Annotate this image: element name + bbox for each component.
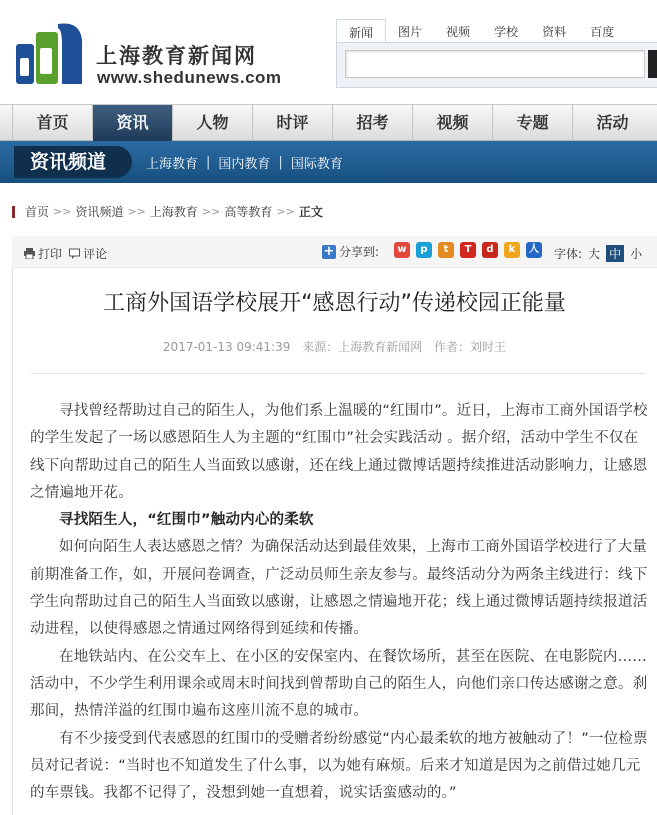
search-tab-baidu[interactable]: 百度 bbox=[590, 25, 615, 39]
breadcrumb-channel[interactable]: 资讯频道 bbox=[75, 205, 124, 219]
channel-link-domestic[interactable]: 国内教育 bbox=[218, 157, 271, 172]
share-label: 分享到: bbox=[339, 245, 380, 259]
channel-link-shanghai[interactable]: 上海教育 bbox=[146, 157, 199, 172]
site-name-cn[interactable]: 上海教育新闻网 bbox=[96, 43, 257, 68]
print-button[interactable] bbox=[24, 245, 62, 262]
article-datetime: 2017-01-13 09:41:39 bbox=[162, 340, 291, 354]
separator: | bbox=[278, 155, 283, 170]
breadcrumb bbox=[12, 203, 323, 220]
article-paragraph: 在地铁站内、在公交车上、在小区的安保室内、在餐饮场所，甚至在医院、在电影院内……活动中，不少学生利用课余或周末时间找到曾帮助自己的陌生人，向他们亲口传达感谢之意。刹那间，热情洋溢的红围巾遍布这座川流不息的城市。 bbox=[30, 648, 648, 720]
breadcrumb-marker bbox=[12, 206, 15, 218]
article-subheading: 寻找陌生人，“红围巾”触动内心的柔软 bbox=[59, 512, 314, 529]
article-meta bbox=[12, 338, 657, 355]
search-tab-video[interactable]: 视频 bbox=[446, 25, 471, 39]
print-label: 打印 bbox=[38, 247, 63, 261]
nav-item-people[interactable]: 人物 bbox=[172, 105, 252, 141]
plus-icon[interactable]: + bbox=[323, 243, 335, 259]
printer-icon bbox=[24, 248, 35, 259]
nav-item-news[interactable]: 资讯 bbox=[92, 105, 172, 141]
separator: | bbox=[206, 155, 211, 170]
share-icons bbox=[394, 242, 548, 258]
channel-link-international[interactable]: 国际教育 bbox=[290, 157, 343, 172]
breadcrumb-shanghai[interactable]: 上海教育 bbox=[149, 205, 198, 219]
article-source: 来源：上海教育新闻网 bbox=[302, 340, 423, 354]
weibo-share-icon[interactable]: w bbox=[394, 242, 410, 258]
renren-share-icon[interactable]: T bbox=[460, 242, 476, 258]
search-tab-news[interactable]: 新闻 bbox=[336, 19, 386, 44]
search-input[interactable] bbox=[345, 50, 645, 78]
article-author: 作者：刘时王 bbox=[434, 340, 507, 354]
kaixin-share-icon[interactable]: k bbox=[504, 242, 520, 258]
nav-item-video[interactable]: 视频 bbox=[412, 105, 492, 141]
article-paragraph: 如何向陌生人表达感恩之情？为确保活动达到最佳效果，上海市工商外国语学校进行了大量前期准备工作，如，开展问卷调查，广泛动员师生亲友参与。最终活动分为两条主线进行：线下学生向帮助过自己的陌生人当面致以感谢，让感恩之情遍地开花；线上通过微博话题持续报道活动进程，以使得感恩之情通过网络得到延续和传播。 bbox=[30, 539, 648, 638]
font-size-control bbox=[554, 245, 642, 262]
site-header bbox=[0, 0, 657, 103]
font-size-large[interactable]: 大 bbox=[588, 247, 601, 261]
breadcrumb-higher-ed[interactable]: 高等教育 bbox=[224, 205, 273, 219]
tencent-weibo-share-icon[interactable]: t bbox=[438, 242, 454, 258]
chevron-right-icon: >> bbox=[276, 205, 295, 218]
people-share-icon[interactable]: 人 bbox=[526, 242, 542, 258]
chevron-right-icon: >> bbox=[127, 205, 146, 218]
font-size-small[interactable]: 小 bbox=[630, 247, 643, 261]
article-paragraph: 寻找曾经帮助过自己的陌生人，为他们系上温暖的“红围巾”。近日，上海市工商外国语学校的学生发起了一场以感恩陌生人为主题的“红围巾”社会实践活动 。据介绍，活动中学生不仅在线下向帮助过自己的陌生人当面致以感谢，还在线上通过微博话题持续推进活动影响力，让感恩之情遍地开花。 bbox=[30, 403, 648, 501]
comment-icon bbox=[69, 248, 80, 259]
chevron-right-icon: >> bbox=[53, 205, 72, 218]
font-size-medium[interactable]: 中 bbox=[606, 245, 624, 262]
comment-label: 评论 bbox=[83, 247, 108, 261]
nav-item-events[interactable]: 活动 bbox=[572, 105, 652, 141]
qzone-share-icon[interactable]: p bbox=[416, 242, 432, 258]
search-tabs bbox=[336, 19, 626, 43]
article-paragraph: 有不少接受到代表感恩的红围巾的受赠者纷纷感觉“内心最柔软的地方被触动了！”一位检票员对记者说：“当时也不知道发生了什么事，以为她有麻烦。后来才知道是因为之前借过她几元的车票钱。我都不记得了，没想到她一直想着，说实话蛮感动的。” bbox=[30, 730, 648, 802]
search-tab-school[interactable]: 学校 bbox=[494, 25, 519, 39]
nav-item-admissions[interactable]: 招考 bbox=[332, 105, 412, 141]
search-tab-images[interactable]: 图片 bbox=[398, 25, 423, 39]
main-nav bbox=[0, 104, 657, 141]
site-logo-icon[interactable] bbox=[12, 18, 86, 86]
breadcrumb-home[interactable]: 首页 bbox=[25, 205, 50, 219]
comment-button[interactable] bbox=[69, 245, 107, 262]
search-tab-materials[interactable]: 资料 bbox=[542, 25, 567, 39]
channel-links bbox=[146, 153, 343, 172]
site-url[interactable]: www.shedunews.com bbox=[97, 68, 282, 87]
channel-title: 资讯频道 bbox=[14, 146, 132, 178]
nav-item-home[interactable]: 首页 bbox=[12, 105, 92, 141]
chevron-right-icon: >> bbox=[201, 205, 221, 218]
divider bbox=[30, 373, 645, 374]
nav-item-commentary[interactable]: 时评 bbox=[252, 105, 332, 141]
nav-item-topics[interactable]: 专题 bbox=[492, 105, 572, 141]
share-label-group bbox=[322, 243, 379, 260]
font-size-label: 字体: bbox=[554, 247, 583, 261]
article-title: 工商外国语学校展开“感恩行动”传递校园正能量 bbox=[103, 291, 566, 316]
article-body bbox=[30, 398, 648, 807]
search-button[interactable] bbox=[648, 50, 657, 78]
breadcrumb-current: 正文 bbox=[298, 205, 323, 219]
douban-share-icon[interactable]: d bbox=[482, 242, 498, 258]
